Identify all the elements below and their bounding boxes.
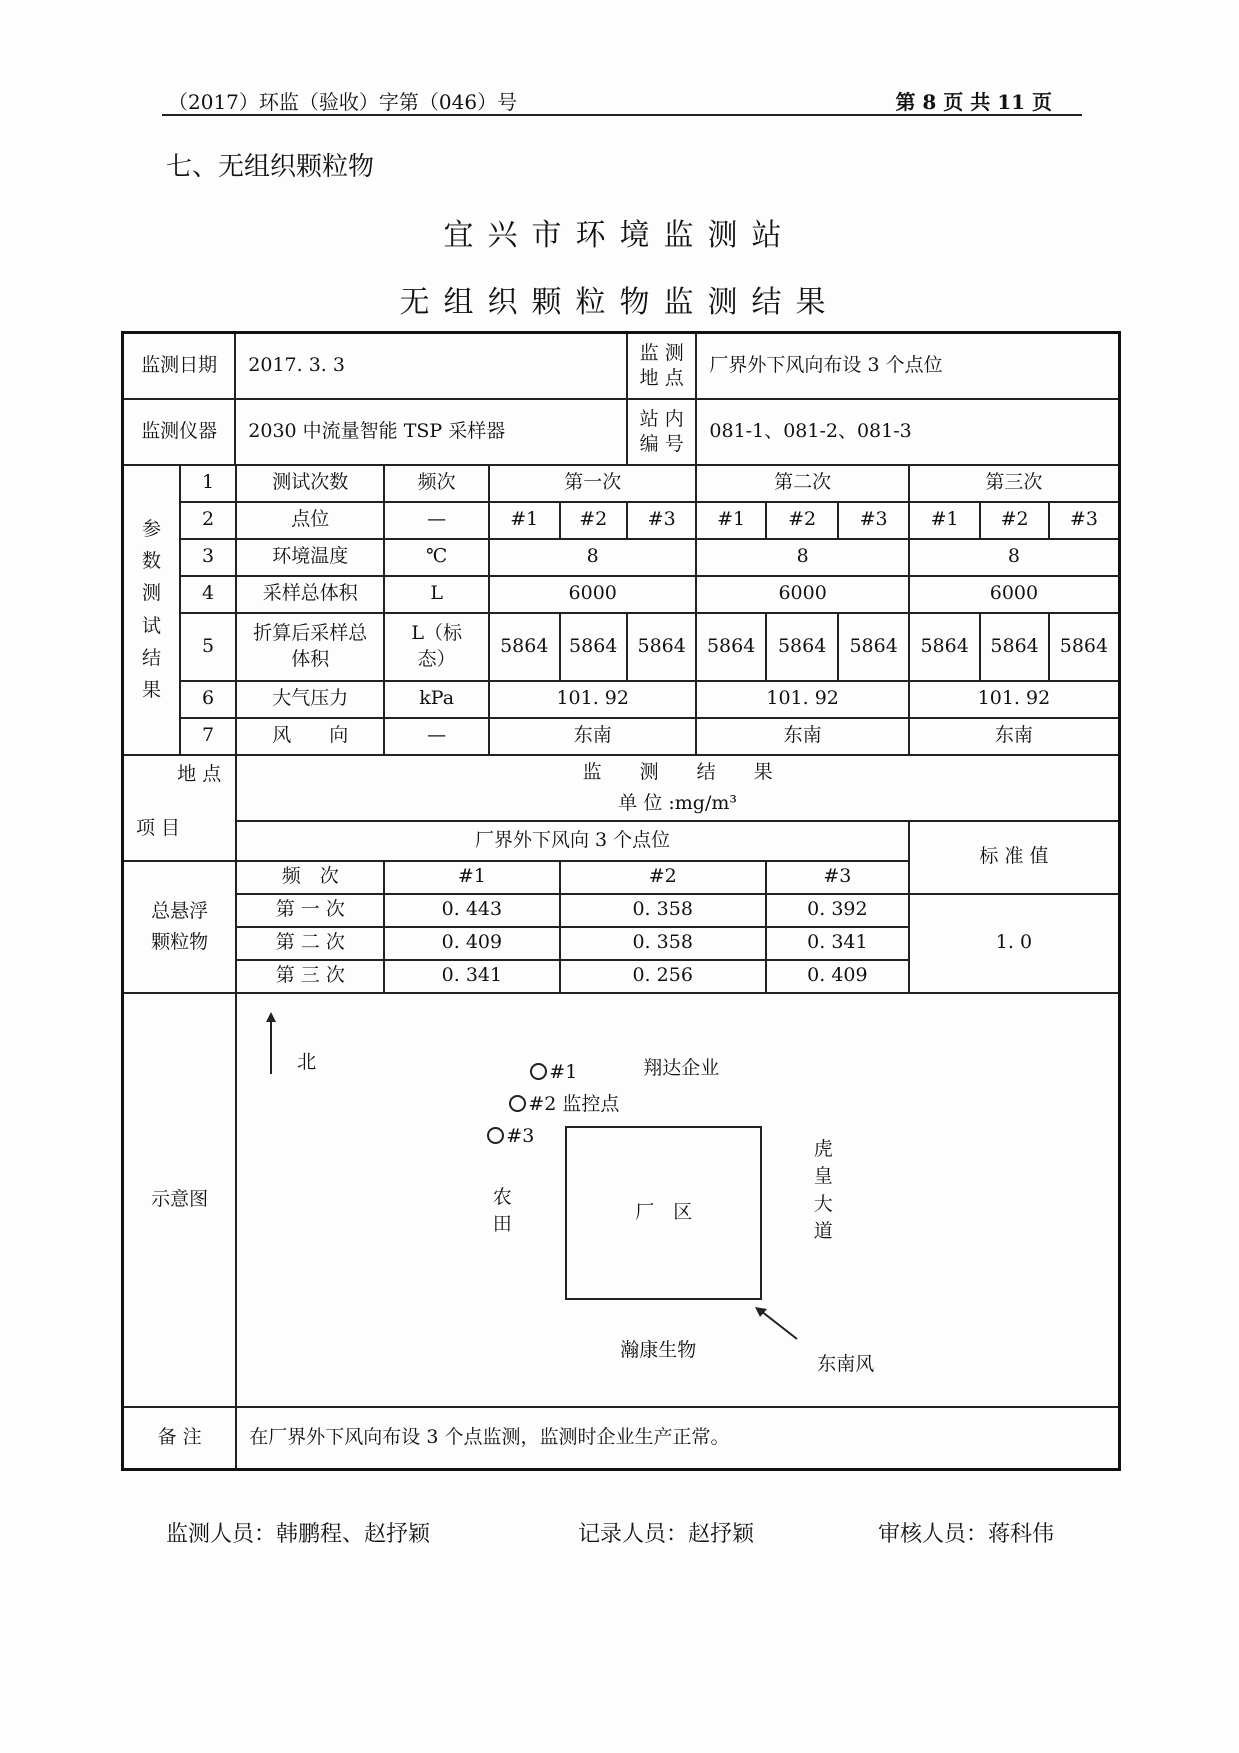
report-title-subject: 无组织颗粒物监测结果: [399, 285, 840, 320]
param-name: 风 向: [236, 718, 384, 755]
result-value: 0. 443: [384, 894, 559, 927]
wind-value: 东南: [696, 718, 908, 755]
point-cell: #2: [980, 502, 1048, 539]
freq-label: 频 次: [236, 861, 384, 894]
south-neighbor-label: 瀚康生物: [620, 1338, 697, 1361]
param-unit: 频次: [384, 465, 489, 502]
param-row: [123, 718, 1120, 755]
param-no: 7: [180, 718, 236, 755]
wind-direction-arrow-icon: [755, 1307, 799, 1341]
north-arrow-icon: [265, 1012, 277, 1076]
location-label: 监 测 地 点: [627, 333, 696, 399]
remarks-label: 备 注: [123, 1407, 237, 1470]
round-1-header: 第一次: [489, 465, 696, 502]
converted-volume-value: 5864: [560, 613, 627, 681]
standard-label: 标 准 值: [909, 821, 1120, 894]
location-corner-label: 地 点: [177, 762, 222, 785]
document-header: [162, 84, 1082, 116]
results-header-row: [123, 755, 1120, 821]
param-unit: kPa: [384, 681, 489, 718]
param-no: 1: [180, 465, 236, 502]
info-row-date: [123, 333, 1120, 399]
document-number: （2017）环监（验收）字第（046）号: [168, 90, 518, 114]
point-cell: #2: [560, 502, 627, 539]
result-value: 0. 358: [560, 927, 766, 960]
round-label: 第 二 次: [236, 927, 384, 960]
monitoring-point-3: [487, 1124, 534, 1150]
results-unit: 单 位 :mg/m³: [618, 791, 737, 814]
converted-volume-value: 5864: [838, 613, 908, 681]
param-no: 5: [180, 613, 236, 681]
param-unit: —: [384, 718, 489, 755]
param-row: [123, 613, 1120, 681]
section-title: 七、无组织颗粒物: [166, 152, 375, 182]
point-label: #3: [506, 1124, 535, 1147]
converted-volume-value: 5864: [627, 613, 696, 681]
north-label: 北: [297, 1050, 317, 1073]
param-unit: L（标态）: [384, 613, 489, 681]
diagonal-header-cell: [123, 755, 237, 861]
date-label: 监测日期: [123, 333, 236, 399]
converted-volume-value: 5864: [696, 613, 765, 681]
param-unit: ℃: [384, 539, 489, 576]
monitoring-point-1: [530, 1060, 577, 1086]
pressure-value: 101. 92: [489, 681, 696, 718]
param-row: [123, 681, 1120, 718]
diagram-label: 示意图: [123, 993, 237, 1407]
param-name: 环境温度: [236, 539, 384, 576]
param-name: 点位: [236, 502, 384, 539]
wind-value: 东南: [489, 718, 696, 755]
param-group-label: 参数测试结果: [123, 465, 180, 755]
result-value: 0. 256: [560, 960, 766, 993]
temperature-value: 8: [696, 539, 908, 576]
total-volume-value: 6000: [696, 576, 908, 613]
point-cell: #2: [766, 502, 839, 539]
total-volume-value: 6000: [909, 576, 1120, 613]
table-row: [123, 894, 1120, 927]
param-unit: L: [384, 576, 489, 613]
param-row: [123, 502, 1120, 539]
point-cell: #3: [838, 502, 908, 539]
instrument-value: 2030 中流量智能 TSP 采样器: [235, 399, 627, 465]
result-value: 0. 409: [766, 960, 909, 993]
location-value: 厂界外下风向布设 3 个点位: [696, 333, 1119, 399]
circle-marker-icon: [530, 1063, 547, 1080]
param-no: 4: [180, 576, 236, 613]
pressure-value: 101. 92: [909, 681, 1120, 718]
param-unit: —: [384, 502, 489, 539]
page-number: 第 8 页 共 11 页: [895, 90, 1052, 114]
temperature-value: 8: [909, 539, 1120, 576]
point-1-header: #1: [384, 861, 559, 894]
result-value: 0. 358: [560, 894, 766, 927]
converted-volume-value: 5864: [909, 613, 980, 681]
point-2-header: #2: [560, 861, 766, 894]
monitor-signature: 监测人员：韩鹏程、赵抒颖: [166, 1522, 431, 1547]
instrument-label: 监测仪器: [123, 399, 236, 465]
monitoring-point-2: [509, 1092, 619, 1118]
east-neighbor-label: 虎皇大道: [813, 1137, 833, 1243]
param-no: 6: [180, 681, 236, 718]
info-row-instrument: [123, 399, 1120, 465]
pollutant-label: 总悬浮颗粒物: [123, 861, 237, 993]
plant-label: 厂 区: [635, 1200, 693, 1223]
param-row: [123, 576, 1120, 613]
remarks-row: [123, 1407, 1120, 1470]
results-header: [236, 755, 1119, 821]
point-cell: #1: [696, 502, 765, 539]
result-value: 0. 341: [766, 927, 909, 960]
result-value: 0. 341: [384, 960, 559, 993]
point-cell: #3: [1049, 502, 1120, 539]
item-corner-label: 项 目: [136, 816, 181, 839]
param-name: 折算后采样总体积: [236, 613, 384, 681]
converted-volume-value: 5864: [980, 613, 1048, 681]
param-name: 采样总体积: [236, 576, 384, 613]
site-diagram: [237, 994, 1118, 1406]
pressure-value: 101. 92: [696, 681, 908, 718]
round-label: 第 一 次: [236, 894, 384, 927]
points-header-row: [123, 821, 1120, 861]
temperature-value: 8: [489, 539, 696, 576]
point-cell: #1: [489, 502, 559, 539]
circle-marker-icon: [487, 1127, 504, 1144]
west-neighbor-label: 农田: [492, 1185, 512, 1236]
param-name: 大气压力: [236, 681, 384, 718]
round-2-header: 第二次: [696, 465, 908, 502]
diagram-row: [123, 993, 1120, 1407]
diagram-cell: [236, 993, 1119, 1407]
param-no: 3: [180, 539, 236, 576]
result-value: 0. 409: [384, 927, 559, 960]
total-volume-value: 6000: [489, 576, 696, 613]
recorder-signature: 记录人员：赵抒颖: [578, 1522, 755, 1547]
point-cell: #3: [627, 502, 696, 539]
converted-volume-value: 5864: [489, 613, 559, 681]
remarks-text: 在厂界外下风向布设 3 个点监测，监测时企业生产正常。: [236, 1407, 1119, 1470]
point-label: #1: [549, 1060, 578, 1083]
converted-volume-value: 5864: [1049, 613, 1120, 681]
param-no: 2: [180, 502, 236, 539]
point-3-header: #3: [766, 861, 909, 894]
results-table: [121, 331, 1121, 1471]
result-value: 0. 392: [766, 894, 909, 927]
wind-label: 东南风: [817, 1352, 875, 1375]
point-cell: #1: [909, 502, 980, 539]
station-label: 站 内 编 号: [627, 399, 696, 465]
param-row: [123, 465, 1120, 502]
param-name: 测试次数: [236, 465, 384, 502]
round-label: 第 三 次: [236, 960, 384, 993]
param-row: [123, 539, 1120, 576]
report-title-station: 宜兴市环境监测站: [443, 218, 796, 253]
north-neighbor-label: 翔达企业: [643, 1056, 720, 1079]
date-value: 2017. 3. 3: [235, 333, 627, 399]
wind-value: 东南: [909, 718, 1120, 755]
point-label: #2 监控点: [528, 1092, 620, 1115]
converted-volume-value: 5864: [766, 613, 839, 681]
circle-marker-icon: [509, 1095, 526, 1112]
results-title: 监 测 结 果: [582, 761, 773, 784]
points-header: 厂界外下风向 3 个点位: [236, 821, 909, 861]
round-3-header: 第三次: [909, 465, 1120, 502]
station-value: 081-1、081-2、081-3: [696, 399, 1119, 465]
standard-value: 1. 0: [909, 894, 1120, 993]
reviewer-signature: 审核人员：蒋科伟: [878, 1522, 1055, 1547]
